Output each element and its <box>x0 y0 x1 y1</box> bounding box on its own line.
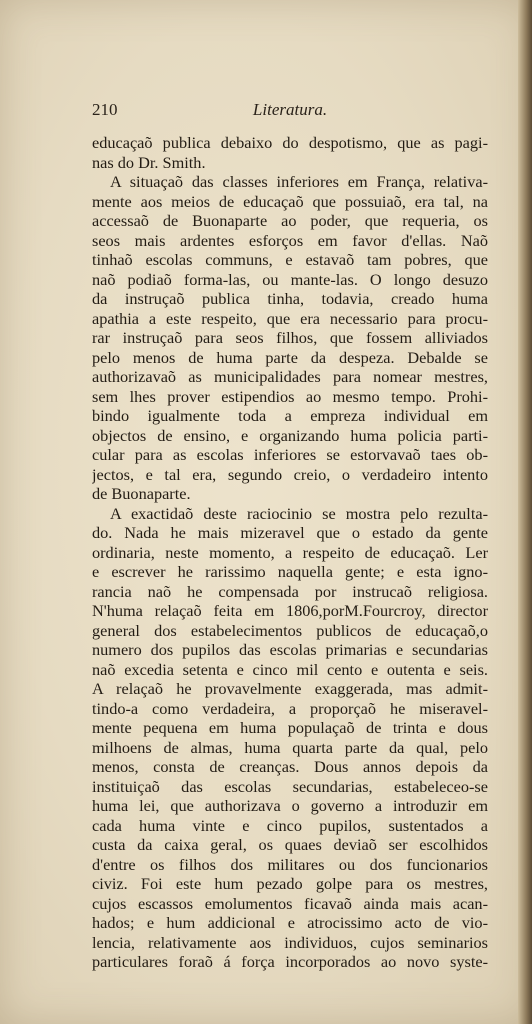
text-line: sem lhes prover estipendios ao mesmo tempo. Prohi- <box>92 386 488 406</box>
text-line: custa da caixa geral, os quaes deviaõ ser escolhidos <box>92 835 488 854</box>
running-head: Literatura. <box>252 100 328 119</box>
text-line: cujos escassos emolumentos ficavaõ ainda mais acan- <box>92 893 488 913</box>
text-line: accessaõ de Buonaparte ao poder, que requeria, os <box>92 211 488 230</box>
text-line: do. Nada he mais mizeravel que o estado da gente <box>92 523 488 542</box>
text-line: da instruçaõ publica tinha, todavia, creado huma <box>92 289 488 308</box>
text-line: de Buonaparte. <box>92 484 191 503</box>
page-number: 210 <box>92 100 118 119</box>
text-line: jectos, e tal era, segundo creio, o verdadeiro intento <box>92 464 488 484</box>
text-line: mente aos meios de educaçaõ que possuiaõ, era tal, na <box>92 191 488 211</box>
text-line: cular para as escolas inferiores se estorvavaõ taes ob- <box>92 445 488 464</box>
text-line: A exactidaõ deste raciocinio se mostra pelo rezulta- <box>110 503 488 523</box>
body-text <box>92 133 488 972</box>
text-line: numero dos pupilos das escolas primarias e secundarias <box>92 640 488 659</box>
text-line: d'entre os filhos dos militares ou dos funcionarios <box>92 854 488 874</box>
text-line: tindo-a como verdadeira, a proporçaõ he miseravel- <box>92 698 488 718</box>
text-line: seos mais ardentes esforços em favor d'ellas. Naõ <box>92 230 488 250</box>
text-line: cada huma vinte e cinco pupilos, sustentados a <box>92 815 488 835</box>
text-line: hados; e hum addicional e atrocissimo acto de vio- <box>92 913 488 932</box>
text-line: particulares foraõ á força incorporados ao novo syste- <box>92 952 488 971</box>
text-line: authorizavaõ as municipalidades para nomear mestres, <box>92 367 488 386</box>
text-line: A situaçaõ das classes inferiores em França, relativa- <box>110 172 488 191</box>
book-spine-shadow <box>518 0 532 1024</box>
text-line: milhoens de almas, huma quarta parte da qual, pelo <box>92 737 488 757</box>
text-line: e escrever he rarissimo naquella gente; e esta igno- <box>92 562 488 581</box>
text-line: naõ excedia setenta e cinco mil cento e outenta e seis. <box>92 659 488 679</box>
text-line: menos, consta de creanças. Dous annos depois da <box>92 757 488 776</box>
text-line: pelo menos de huma parte da despeza. Debalde se <box>92 347 488 367</box>
text-line: educaçaõ publica debaixo do despotismo, que as pagi- <box>92 133 488 152</box>
text-line: instituiçaõ das escolas secundarias, estabeleceo-se <box>92 776 488 796</box>
text-line: N'huma relaçaõ feita em 1806,porM.Fourcroy, director <box>92 601 488 620</box>
text-line: objectos de ensino, e organizando huma policia parti- <box>92 425 488 445</box>
text-line: naõ podiaõ forma-las, ou mante-las. O longo desuzo <box>92 269 488 289</box>
text-line: ordinaria, neste momento, a respeito de educaçaõ. Ler <box>92 542 488 562</box>
text-line: general dos estabelecimentos publicos de educaçaõ,o <box>92 620 488 640</box>
text-line: nas do Dr. Smith. <box>92 152 206 172</box>
text-line: bindo igualmente toda a empreza individual em <box>92 406 488 425</box>
text-line: A relaçaõ he provavelmente exaggerada, mas admit- <box>92 679 488 698</box>
text-line: lencia, relativamente aos individuos, cujos seminarios <box>92 932 488 952</box>
text-line: huma lei, que authorizava o governo a introduzir em <box>92 796 488 815</box>
text-line: rancia naõ he compensada por instrucaõ religiosa. <box>92 581 488 601</box>
text-line: tinhaõ escolas communs, e estavaõ tam pobres, que <box>92 250 488 269</box>
text-line: mente pequena em huma populaçaõ de trinta e dous <box>92 718 488 737</box>
text-line: rar instruçaõ para seos filhos, que fossem alliviados <box>92 328 488 347</box>
text-line: apathia a este respeito, que era necessario para procu- <box>92 308 488 328</box>
text-line: civiz. Foi este hum pezado golpe para os mestres, <box>92 874 488 893</box>
page-header <box>92 100 488 124</box>
